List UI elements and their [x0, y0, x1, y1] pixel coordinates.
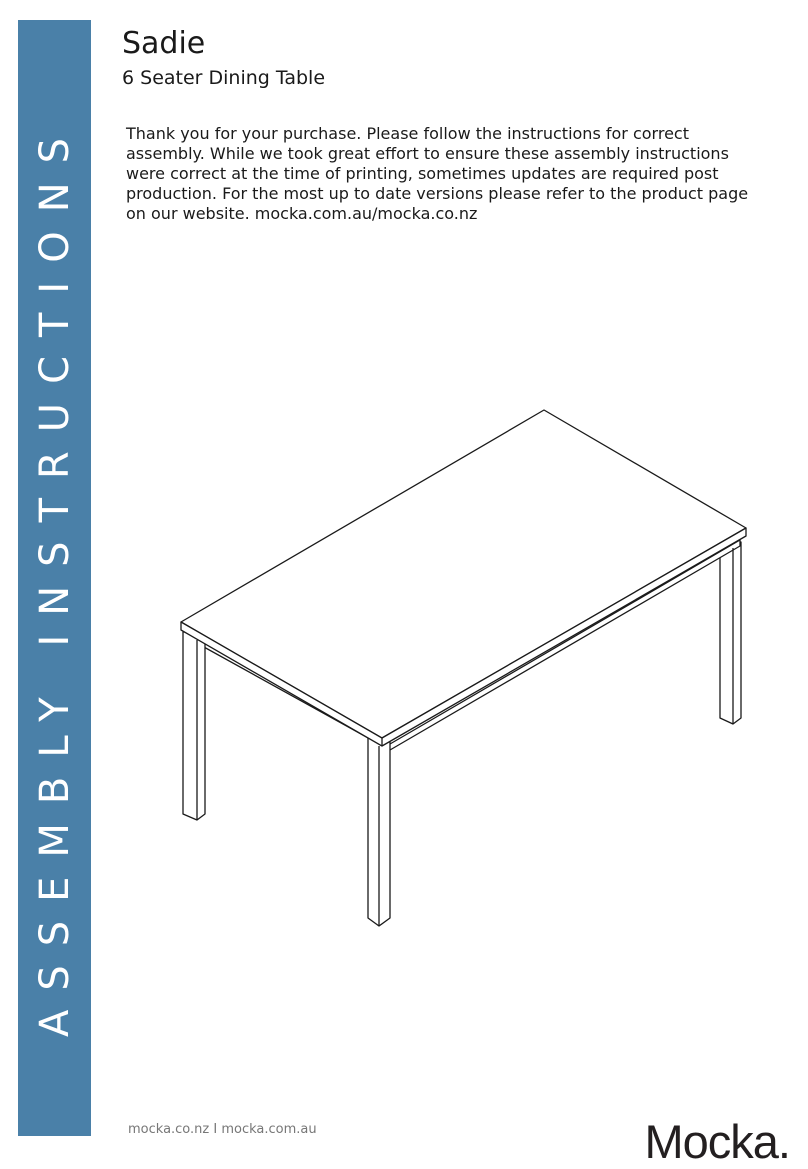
sidebar-label: ASSEMBLY INSTRUCTIONS	[31, 118, 78, 1038]
product-subtitle: 6 Seater Dining Table	[122, 67, 326, 89]
table-leg-back-right	[720, 542, 741, 724]
table-leg-front-left	[183, 632, 205, 820]
product-title: Sadie	[122, 26, 206, 61]
footer-links: mocka.co.nz I mocka.com.au	[128, 1122, 317, 1137]
mocka-logo: Mocka.	[644, 1115, 790, 1168]
table-top	[181, 410, 746, 738]
intro-paragraph: Thank you for your purchase. Please follow the instructions for correct assembly. While we took great effort to ensure these assembly instructions were correct at the time of printing, sometimes updates are required post production. For the most up to date versions please refer to the product page on our website. mocka.com.au/mocka.co.nz	[126, 124, 749, 223]
